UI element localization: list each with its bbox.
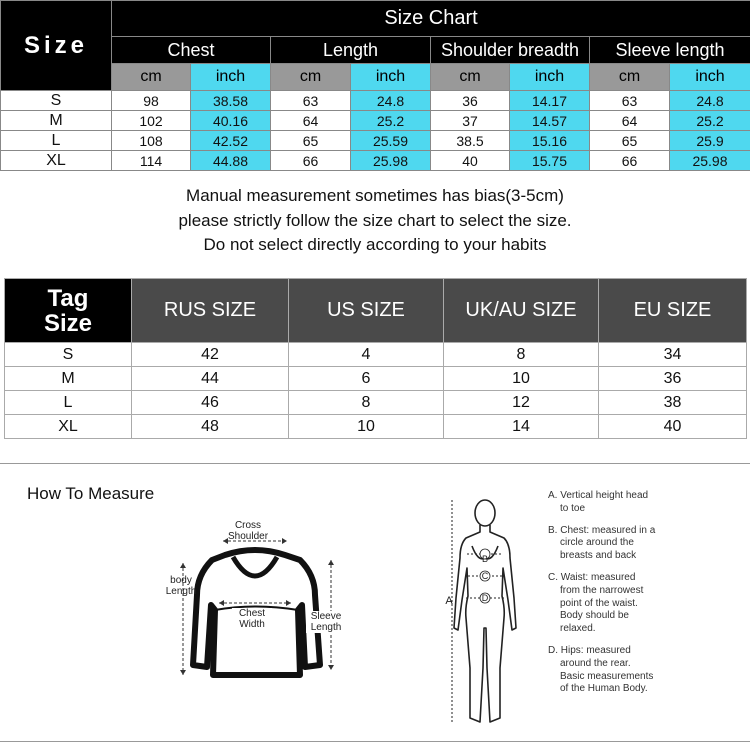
label-line: Length <box>165 586 197 597</box>
cell: 64 <box>271 111 351 131</box>
cell: 25.59 <box>351 131 431 151</box>
step-line: Basic measurements <box>560 670 654 682</box>
tag-size-table <box>4 278 747 439</box>
step-a <box>548 490 748 516</box>
cell: 25.2 <box>670 111 750 131</box>
step-line: B. Chest: measured in a <box>548 524 656 536</box>
step-line: breasts and back <box>560 550 637 562</box>
label-line: body <box>170 575 192 586</box>
label-line: Cross <box>234 520 262 531</box>
label-line: Chest <box>238 608 266 619</box>
cell: 10 <box>444 367 599 391</box>
note-line: please strictly follow the size chart to select the size. <box>178 210 572 230</box>
cell: 42.52 <box>191 131 271 151</box>
cell: 65 <box>590 131 670 151</box>
cell: 25.98 <box>351 151 431 171</box>
unit-inch: inch <box>510 64 590 91</box>
group-length: Length <box>271 37 431 64</box>
cell: 40 <box>431 151 510 171</box>
tag-size-label: M <box>5 367 132 391</box>
cell: 114 <box>112 151 191 171</box>
size-label: L <box>1 131 112 151</box>
unit-inch: inch <box>191 64 271 91</box>
cell: 37 <box>431 111 510 131</box>
cell: 24.8 <box>351 91 431 111</box>
unit-inch: inch <box>351 64 431 91</box>
tag-size-label: XL <box>5 415 132 439</box>
tag-size-header-line2: Size <box>43 309 93 337</box>
cell: 24.8 <box>670 91 750 111</box>
tag-row <box>5 391 747 415</box>
body-letter-c: C <box>481 571 489 581</box>
cell: 66 <box>590 151 670 171</box>
cell: 63 <box>271 91 351 111</box>
size-row <box>1 151 750 171</box>
tag-row <box>5 367 747 391</box>
cell: 25.98 <box>670 151 750 171</box>
sleeve-length-label <box>306 611 346 633</box>
cell: 4 <box>289 343 444 367</box>
group-chest: Chest <box>112 37 271 64</box>
tag-size-label: S <box>5 343 132 367</box>
step-line: circle around the <box>560 537 634 549</box>
bottom-border <box>0 741 750 742</box>
cell: 25.9 <box>670 131 750 151</box>
col-eu-size: EU SIZE <box>599 279 747 343</box>
step-line: point of the waist. <box>560 597 638 609</box>
size-chart-title: Size Chart <box>112 1 750 37</box>
size-row <box>1 91 750 111</box>
size-label: XL <box>1 151 112 171</box>
cross-shoulder-label <box>228 520 268 542</box>
chest-width-label <box>232 608 272 630</box>
how-to-measure-title: How To Measure <box>27 484 155 503</box>
cell: 15.75 <box>510 151 590 171</box>
step-d <box>548 645 748 696</box>
cell: 8 <box>444 343 599 367</box>
body-length-label <box>160 575 202 597</box>
step-b <box>548 525 748 563</box>
cell: 6 <box>289 367 444 391</box>
unit-cm: cm <box>431 64 510 91</box>
size-row <box>1 111 750 131</box>
size-chart-table <box>0 0 750 171</box>
cell: 38.58 <box>191 91 271 111</box>
cell: 14 <box>444 415 599 439</box>
step-line: around the rear. <box>560 657 631 669</box>
measure-steps <box>548 490 748 705</box>
size-header: Size <box>1 1 112 91</box>
measurement-notes <box>0 184 750 258</box>
group-sleeve: Sleeve length <box>590 37 750 64</box>
note-line: Do not select directly according to your habits <box>203 235 547 254</box>
label-line: Shoulder <box>228 531 269 542</box>
step-line: relaxed. <box>560 623 596 635</box>
cell: 8 <box>289 391 444 415</box>
tag-size-label: L <box>5 391 132 415</box>
step-line: D. Hips: measured <box>548 644 631 656</box>
unit-cm: cm <box>112 64 191 91</box>
body-figure <box>440 488 530 733</box>
size-label: M <box>1 111 112 131</box>
step-line: of the Human Body. <box>560 683 648 695</box>
unit-inch: inch <box>670 64 750 91</box>
tag-size-header <box>5 279 132 343</box>
step-c <box>548 572 748 636</box>
human-body-icon <box>440 488 530 733</box>
cell: 14.57 <box>510 111 590 131</box>
cell: 64 <box>590 111 670 131</box>
step-line: from the narrowest <box>560 584 644 596</box>
cell: 36 <box>431 91 510 111</box>
unit-cm: cm <box>590 64 670 91</box>
col-rus-size: RUS SIZE <box>132 279 289 343</box>
size-label: S <box>1 91 112 111</box>
tag-size-header-line1: Tag <box>47 284 89 312</box>
cell: 65 <box>271 131 351 151</box>
cell: 48 <box>132 415 289 439</box>
cell: 25.2 <box>351 111 431 131</box>
label-line: Sleeve <box>310 611 342 622</box>
body-letter-a: A <box>445 595 453 607</box>
cell: 14.17 <box>510 91 590 111</box>
label-line: Length <box>310 622 342 633</box>
cell: 44 <box>132 367 289 391</box>
cell: 34 <box>599 343 747 367</box>
cell: 12 <box>444 391 599 415</box>
cell: 15.16 <box>510 131 590 151</box>
cell: 102 <box>112 111 191 131</box>
size-row <box>1 131 750 151</box>
cell: 66 <box>271 151 351 171</box>
col-uk-au-size: UK/AU SIZE <box>444 279 599 343</box>
cell: 98 <box>112 91 191 111</box>
note-line: Manual measurement sometimes has bias(3-5cm) <box>186 186 564 205</box>
step-line: C. Waist: measured <box>548 571 636 583</box>
cell: 46 <box>132 391 289 415</box>
step-line: to toe <box>560 502 586 514</box>
cell: 44.88 <box>191 151 271 171</box>
body-letter-b: B <box>481 554 488 564</box>
tag-row <box>5 343 747 367</box>
body-letter-d: D <box>481 593 489 603</box>
cell: 36 <box>599 367 747 391</box>
step-line: A. Vertical height head <box>548 490 649 501</box>
cell: 38 <box>599 391 747 415</box>
cell: 63 <box>590 91 670 111</box>
cell: 38.5 <box>431 131 510 151</box>
col-us-size: US SIZE <box>289 279 444 343</box>
section-divider <box>0 463 750 464</box>
cell: 10 <box>289 415 444 439</box>
cell: 108 <box>112 131 191 151</box>
cell: 40 <box>599 415 747 439</box>
unit-cm: cm <box>271 64 351 91</box>
cell: 42 <box>132 343 289 367</box>
tag-row <box>5 415 747 439</box>
label-line: Width <box>239 619 265 630</box>
cell: 40.16 <box>191 111 271 131</box>
step-line: Body should be <box>560 610 629 622</box>
group-shoulder: Shoulder breadth <box>431 37 590 64</box>
